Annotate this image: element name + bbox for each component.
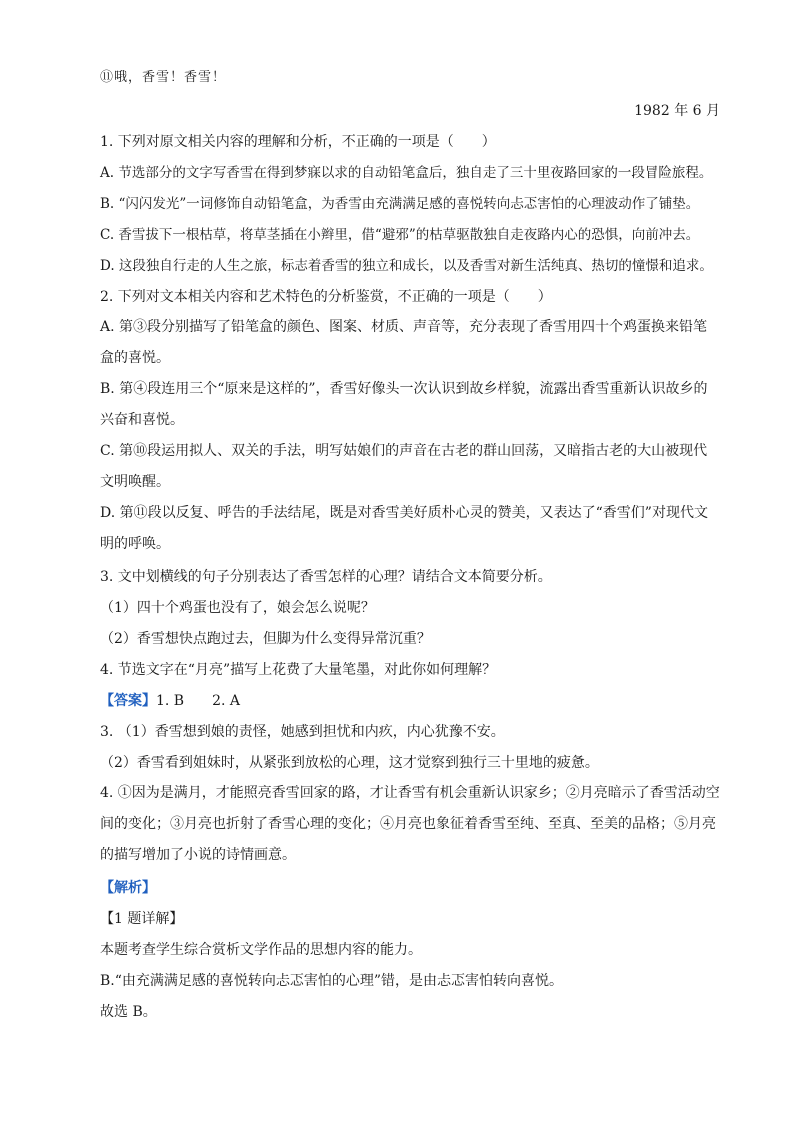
q2-stem: 2. 下列对文本相关内容和艺术特色的分析鉴赏，不正确的一项是（ ） <box>100 289 552 305</box>
q3-stem: 3. 文中划横线的句子分别表达了香雪怎样的心理？请结合文本简要分析。 <box>100 569 552 585</box>
q1-stem: 1. 下列对原文相关内容的理解和分析，不正确的一项是（ ） <box>100 134 496 150</box>
q2-option-c: C. 第⑩段运用拟人、双关的手法，明写姑娘们的声音在古老的群山回荡，又暗指古老的大山被现代文明唤醒。 <box>100 443 708 490</box>
q1-option-d: D. 这段独自行走的人生之旅，标志着香雪的独立和成长，以及香雪对新生活纯真、热切的憧憬和追求。 <box>100 258 713 274</box>
q2-option-b: B. 第④段连用三个“原来是这样的”，香雪好像头一次认识到故乡样貌，流露出香雪重新认识故乡的兴奋和喜悦。 <box>100 381 708 428</box>
analysis-line-1: 本题考查学生综合赏析文学作品的思想内容的能力。 <box>100 942 422 958</box>
answer-4: 4. ①因为是满月，才能照亮香雪回家的路，才让香雪有机会重新认识家乡；②月亮暗示了香雪活动空间的变化；③月亮也折射了香雪心理的变化；④月亮也象征着香雪至纯、至真、至美的品格；⑤月亮的描写增加了小说的诗情画意。 <box>100 785 720 863</box>
q1-option-c: C. 香雪拔下一根枯草，将草茎插在小辫里，借“避邪”的枯草驱散独自走夜路内心的恐惧，向前冲去。 <box>100 227 700 243</box>
q1-option-b: B. “闪闪发光”一词修饰自动铅笔盒，为香雪由充满满足感的喜悦转向忐忑害怕的心理波动作了铺垫。 <box>100 196 700 212</box>
q3-sub-2: （2）香雪想快点跑过去，但脚为什么变得异常沉重？ <box>100 631 431 647</box>
answer-text: 1. B 2. A <box>156 693 241 709</box>
answer-line <box>100 691 240 711</box>
analysis-label: 【解析】 <box>100 880 156 896</box>
date-line: 1982 年 6 月 <box>634 103 720 119</box>
q1-detail-heading: 【1 题详解】 <box>100 911 184 927</box>
q2-option-a: A. 第③段分别描写了铅笔盒的颜色、图案、材质、声音等，充分表现了香雪用四十个鸡蛋换来铅笔盒的喜悦。 <box>100 319 708 366</box>
q4-stem: 4. 节选文字在“月亮”描写上花费了大量笔墨，对此你如何理解？ <box>100 662 497 678</box>
analysis-line-2: B.“由充满满足感的喜悦转向忐忑害怕的心理”错，是由忐忑害怕转向喜悦。 <box>100 973 564 989</box>
answer-3-2: （2）香雪看到姐妹时，从紧张到放松的心理，这才觉察到独行三十里地的疲惫。 <box>100 755 599 771</box>
analysis-line-3: 故选 B。 <box>100 1004 157 1020</box>
answer-3-1: 3. （1）香雪想到娘的责怪，她感到担忧和内疚，内心犹豫不安。 <box>100 724 505 740</box>
q1-option-a: A. 节选部分的文字写香雪在得到梦寐以求的自动铅笔盒后，独自走了三十里夜路回家的一段冒险旅程。 <box>100 165 713 181</box>
q3-sub-1: （1）四十个鸡蛋也没有了，娘会怎么说呢？ <box>100 600 375 616</box>
q2-option-d: D. 第⑪段以反复、呼告的手法结尾，既是对香雪美好质朴心灵的赞美，又表达了“香雪们”对现代文明的呼唤。 <box>100 505 708 552</box>
answer-label: 【答案】 <box>100 693 156 709</box>
poem-line: ⑪哦，香雪！香雪！ <box>100 70 227 85</box>
